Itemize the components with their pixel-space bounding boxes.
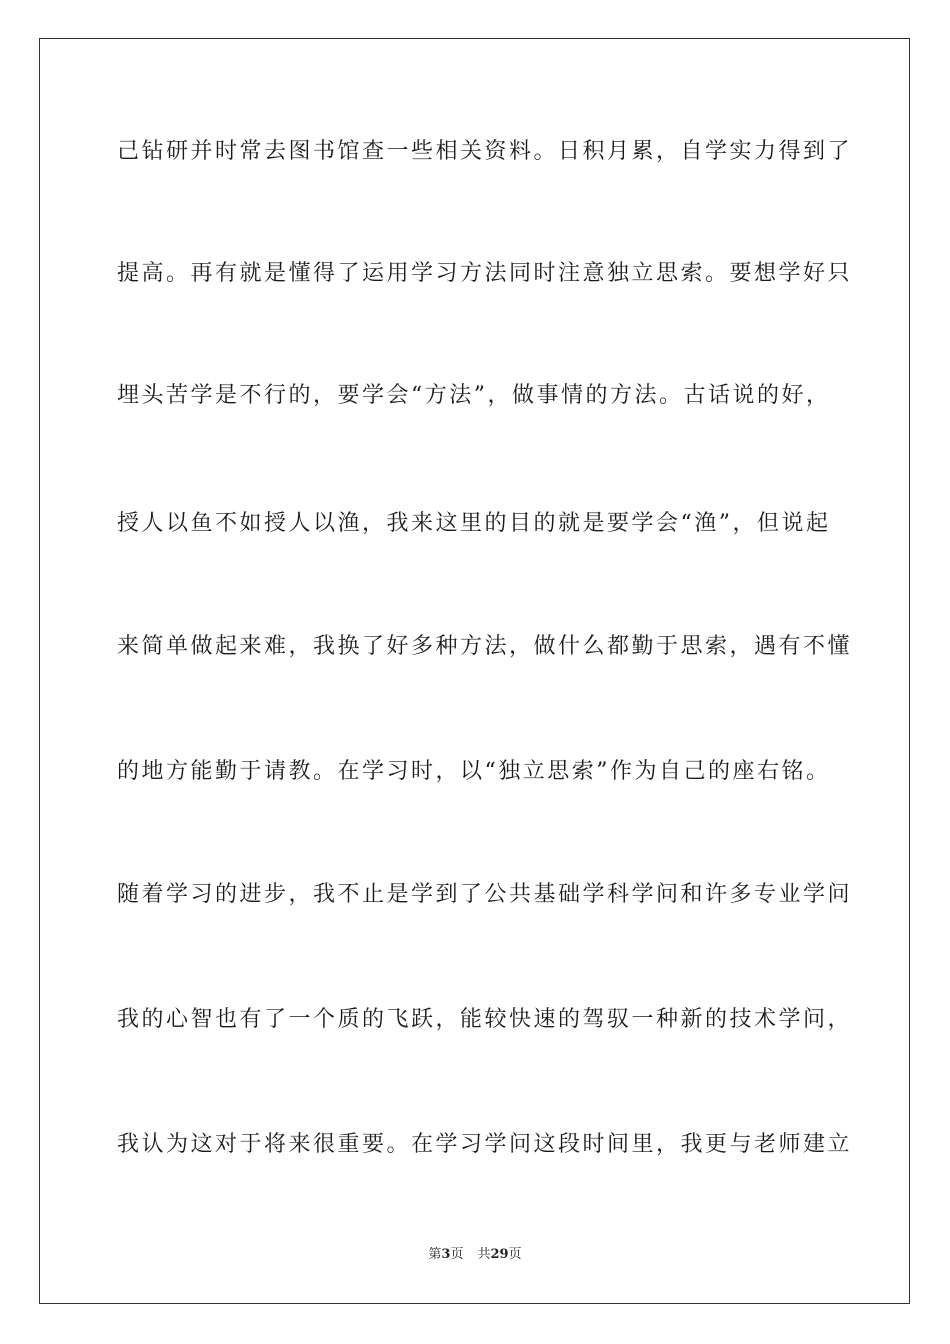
text-line: 来简单做起来难，我换了好多种方法，做什么都勤于思索，遇有不懂 xyxy=(117,634,853,659)
total-suffix: 页 xyxy=(508,1247,522,1262)
text-line: 授人以鱼不如授人以渔，我来这里的目的就是要学会“渔”，但说起 xyxy=(117,511,831,536)
page-border xyxy=(39,38,910,1304)
total-prefix: 共 xyxy=(477,1247,491,1262)
page-suffix: 页 xyxy=(450,1247,464,1262)
page-number: 3 xyxy=(441,1247,451,1262)
text-line: 随着学习的进步，我不止是学到了公共基础学科学问和许多专业学问 xyxy=(117,882,853,907)
text-line: 埋头苦学是不行的，要学会“方法”，做事情的方法。古话说的好， xyxy=(117,383,831,408)
text-line: 我的心智也有了一个质的飞跃，能较快速的驾驭一种新的技术学问， xyxy=(117,1007,853,1032)
page-prefix: 第 xyxy=(428,1247,442,1262)
text-line: 己钻研并时常去图书馆查一些相关资料。日积月累，自学实力得到了 xyxy=(117,139,853,164)
text-line: 提高。再有就是懂得了运用学习方法同时注意独立思索。要想学好只 xyxy=(117,261,853,286)
page-footer xyxy=(0,1246,950,1264)
text-line: 我认为这对于将来很重要。在学习学问这段时间里，我更与老师建立 xyxy=(117,1132,853,1157)
total-pages: 29 xyxy=(490,1247,509,1262)
text-line: 的地方能勤于请教。在学习时，以“独立思索”作为自己的座右铭。 xyxy=(117,759,831,784)
